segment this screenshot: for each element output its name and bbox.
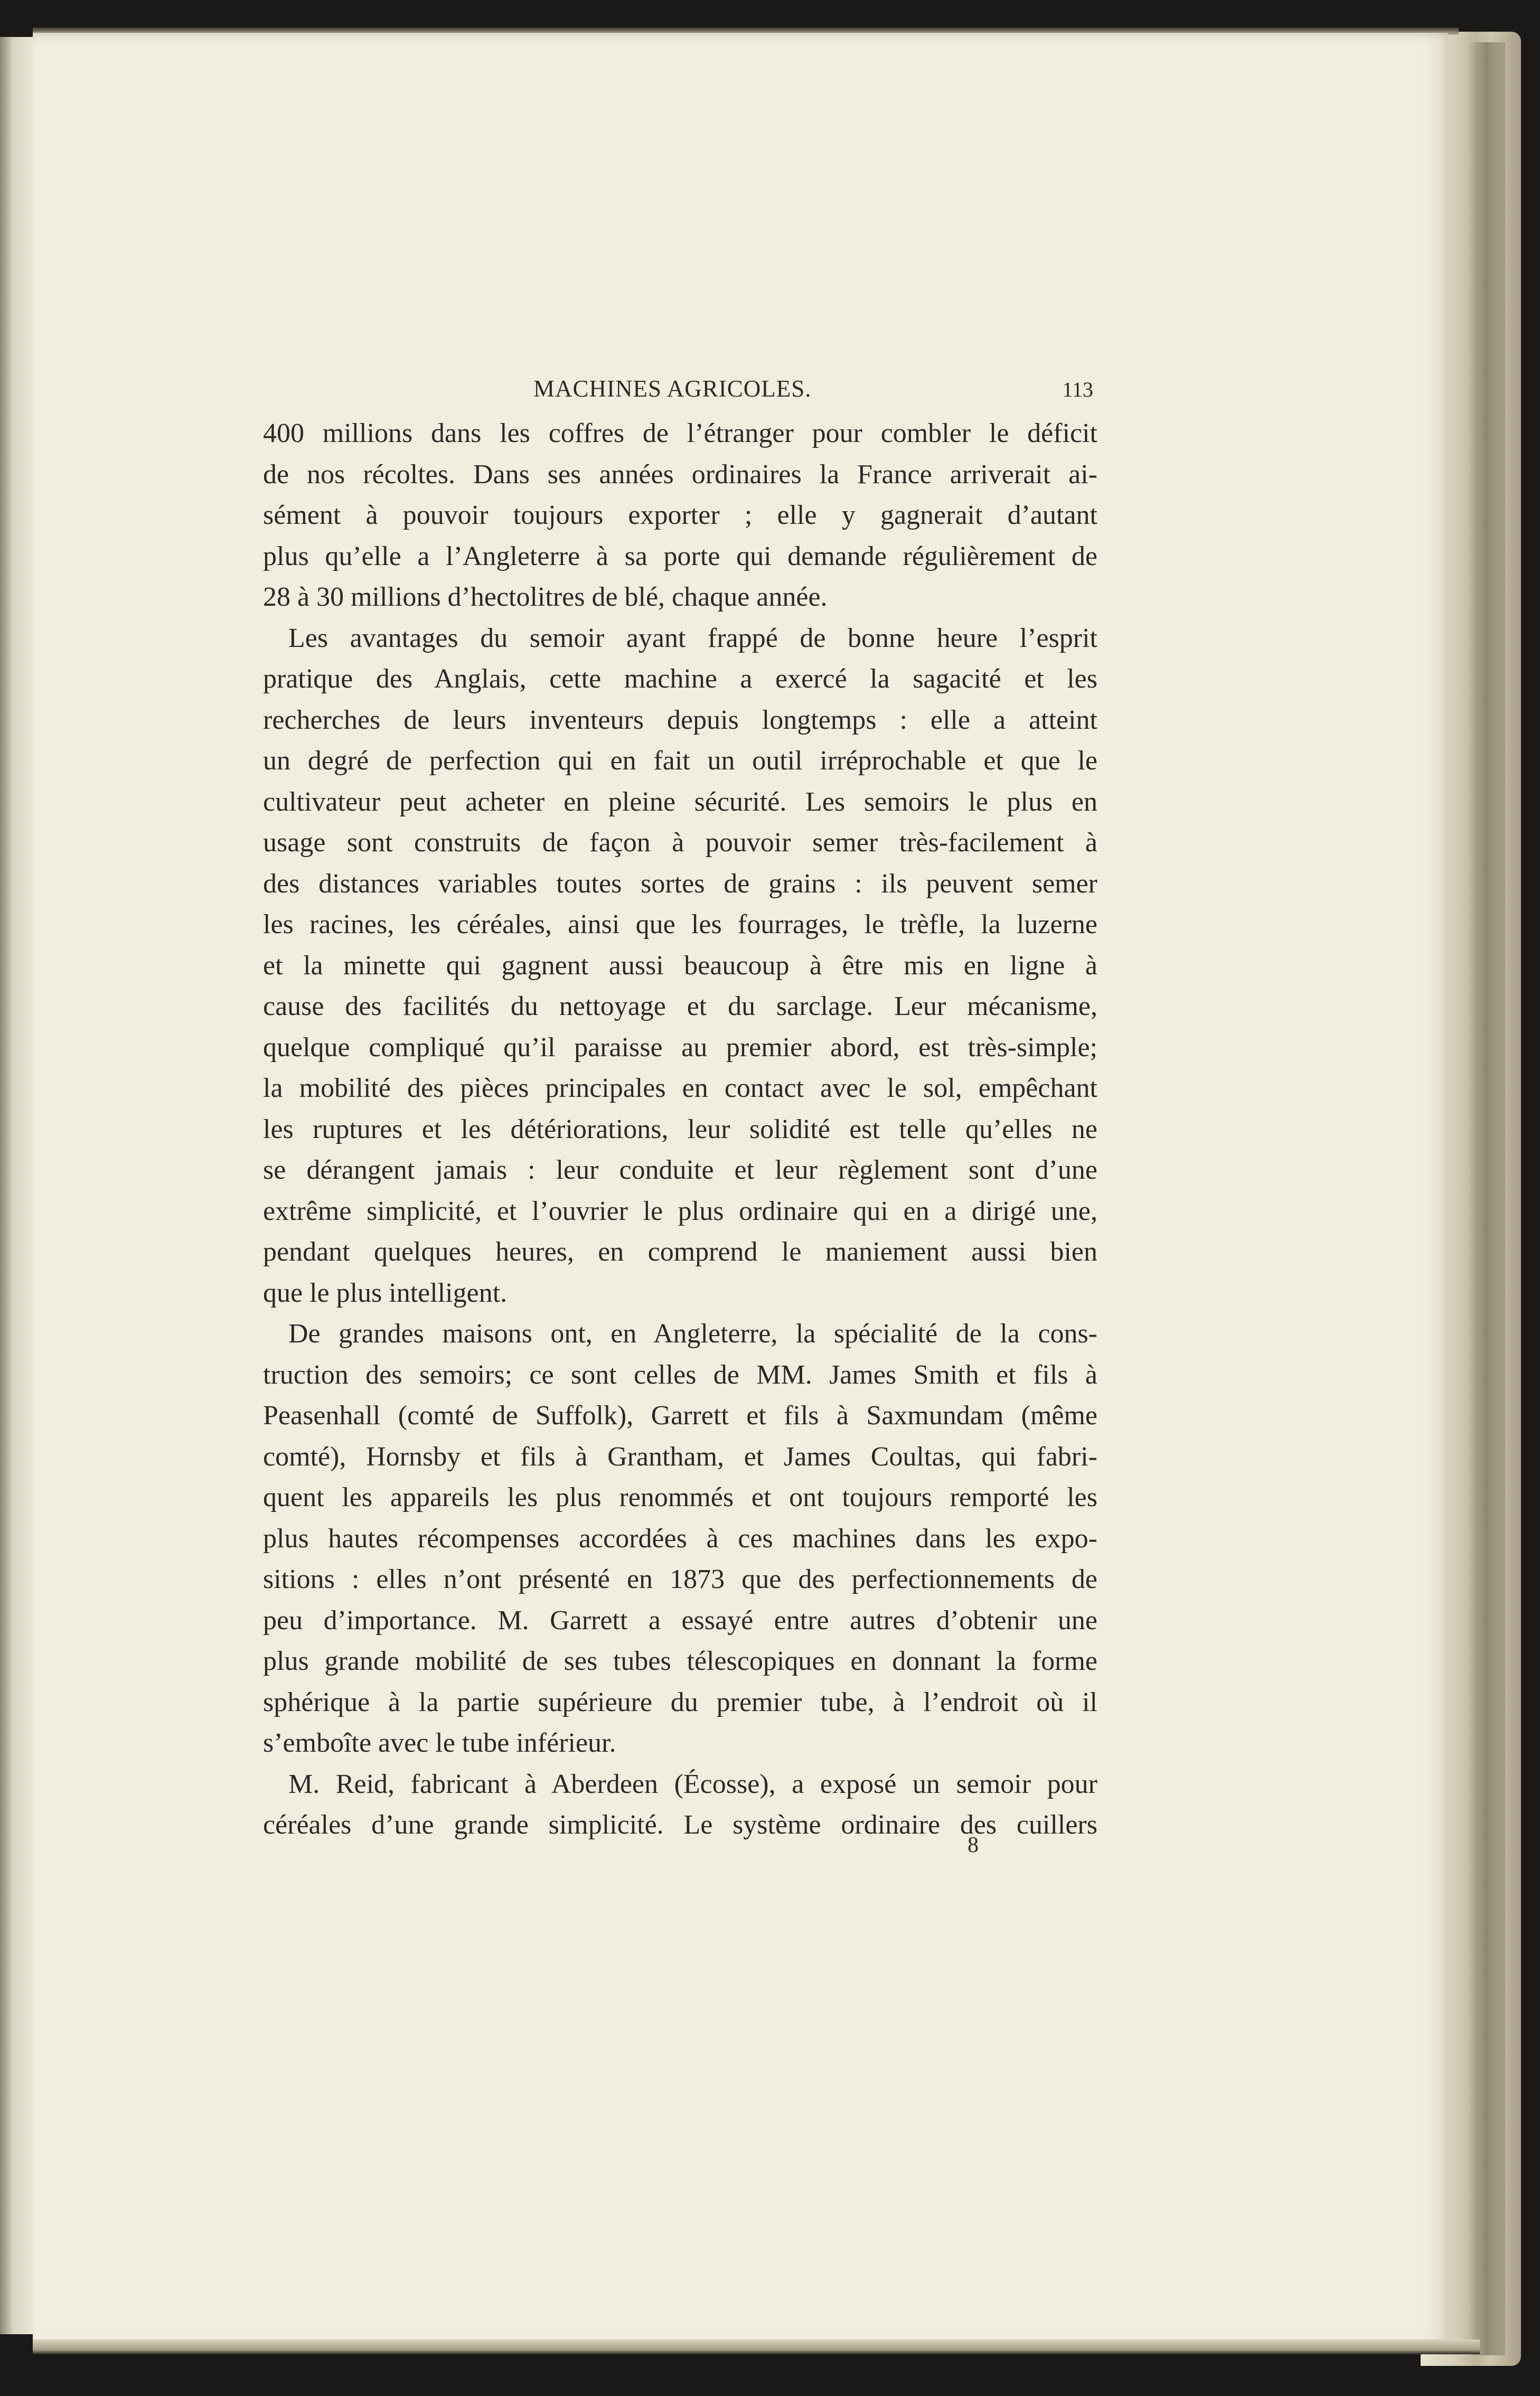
text-line: 28 à 30 millions d’hectolitres de blé, chaque année.: [263, 582, 828, 612]
text-line: les ruptures et les détériorations, leur solidité est telle qu’elles ne: [263, 1114, 1097, 1144]
signature-mark: 8: [968, 1833, 979, 1857]
page-number: 113: [1062, 378, 1093, 401]
text-line: comté), Hornsby et fils à Grantham, et James Coultas, qui fabri-: [263, 1441, 1097, 1472]
text-line: des distances variables toutes sortes de grains : ils peuvent semer: [263, 868, 1097, 899]
text-line: cultivateur peut acheter en pleine sécurité. Les semoirs le plus en: [263, 786, 1097, 817]
text-line: extrême simplicité, et l’ouvrier le plus ordinaire qui en a dirigé une,: [263, 1196, 1097, 1226]
text-line: sphérique à la partie supérieure du premier tube, à l’endroit où il: [263, 1687, 1097, 1717]
body-text: [263, 413, 1097, 1846]
text-line: cause des facilités du nettoyage et du sarclage. Leur mécanisme,: [263, 991, 1097, 1021]
text-line: 400 millions dans les coffres de l’étranger pour combler le déficit: [263, 418, 1097, 448]
text-line: les racines, les céréales, ainsi que les fourrages, le trèfle, la luzerne: [263, 909, 1097, 939]
text-line: céréales d’une grande simplicité. Le système ordinaire des cuillers: [263, 1810, 1097, 1840]
text-line: pratique des Anglais, cette machine a exercé la sagacité et les: [263, 664, 1097, 694]
text-line: peu d’importance. M. Garrett a essayé entre autres d’obtenir une: [263, 1605, 1097, 1636]
text-line: un degré de perfection qui en fait un outil irréprochable et que le: [263, 746, 1097, 776]
paragraph-start-line: De grandes maisons ont, en Angleterre, la spécialité de la cons-: [288, 1319, 1097, 1349]
text-line: sitions : elles n’ont présenté en 1873 que des perfectionnements de: [263, 1564, 1097, 1594]
text-line: de nos récoltes. Dans ses années ordinaires la France arriverait ai-: [263, 459, 1097, 490]
text-line: s’emboîte avec le tube inférieur.: [263, 1728, 616, 1758]
text-line: quelque compliqué qu’il paraisse au premier abord, est très-simple;: [263, 1032, 1097, 1063]
text-line: plus hautes récompenses accordées à ces machines dans les expo-: [263, 1523, 1097, 1554]
paragraph-start-line: M. Reid, fabricant à Aberdeen (Écosse), a exposé un semoir pour: [288, 1769, 1097, 1799]
text-line: pendant quelques heures, en comprend le maniement aussi bien: [263, 1237, 1097, 1267]
text-line: se dérangent jamais : leur conduite et leur règlement sont d’une: [263, 1155, 1097, 1185]
page-stack-shadow: [1468, 42, 1505, 2355]
text-line: recherches de leurs inventeurs depuis longtemps : elle a atteint: [263, 704, 1097, 735]
text-line: Peasenhall (comté de Suffolk), Garrett et fils à Saxmundam (même: [263, 1401, 1097, 1431]
running-title: MACHINES AGRICOLES.: [533, 375, 812, 402]
text-line: plus grande mobilité de ses tubes télescopiques en donnant la forme: [263, 1646, 1097, 1676]
text-line: que le plus intelligent.: [263, 1277, 508, 1308]
text-line: plus qu’elle a l’Angleterre à sa porte qui demande régulièrement de: [263, 541, 1097, 571]
text-line: la mobilité des pièces principales en contact avec le sol, empêchant: [263, 1073, 1097, 1103]
text-line: truction des semoirs; ce sont celles de MM. James Smith et fils à: [263, 1359, 1097, 1390]
running-head: [259, 370, 1093, 407]
text-line: et la minette qui gagnent aussi beaucoup à être mis en ligne à: [263, 950, 1097, 981]
page-bottom-edge: [33, 2339, 1480, 2354]
text-line: sément à pouvoir toujours exporter ; elle y gagnerait d’autant: [263, 500, 1097, 530]
text-line: usage sont construits de façon à pouvoir semer très-facilement à: [263, 828, 1097, 858]
left-page-edge: [0, 37, 34, 2334]
text-line: quent les appareils les plus renommés et ont toujours remporté les: [263, 1482, 1097, 1512]
paragraph-start-line: Les avantages du semoir ayant frappé de bonne heure l’esprit: [288, 623, 1097, 653]
